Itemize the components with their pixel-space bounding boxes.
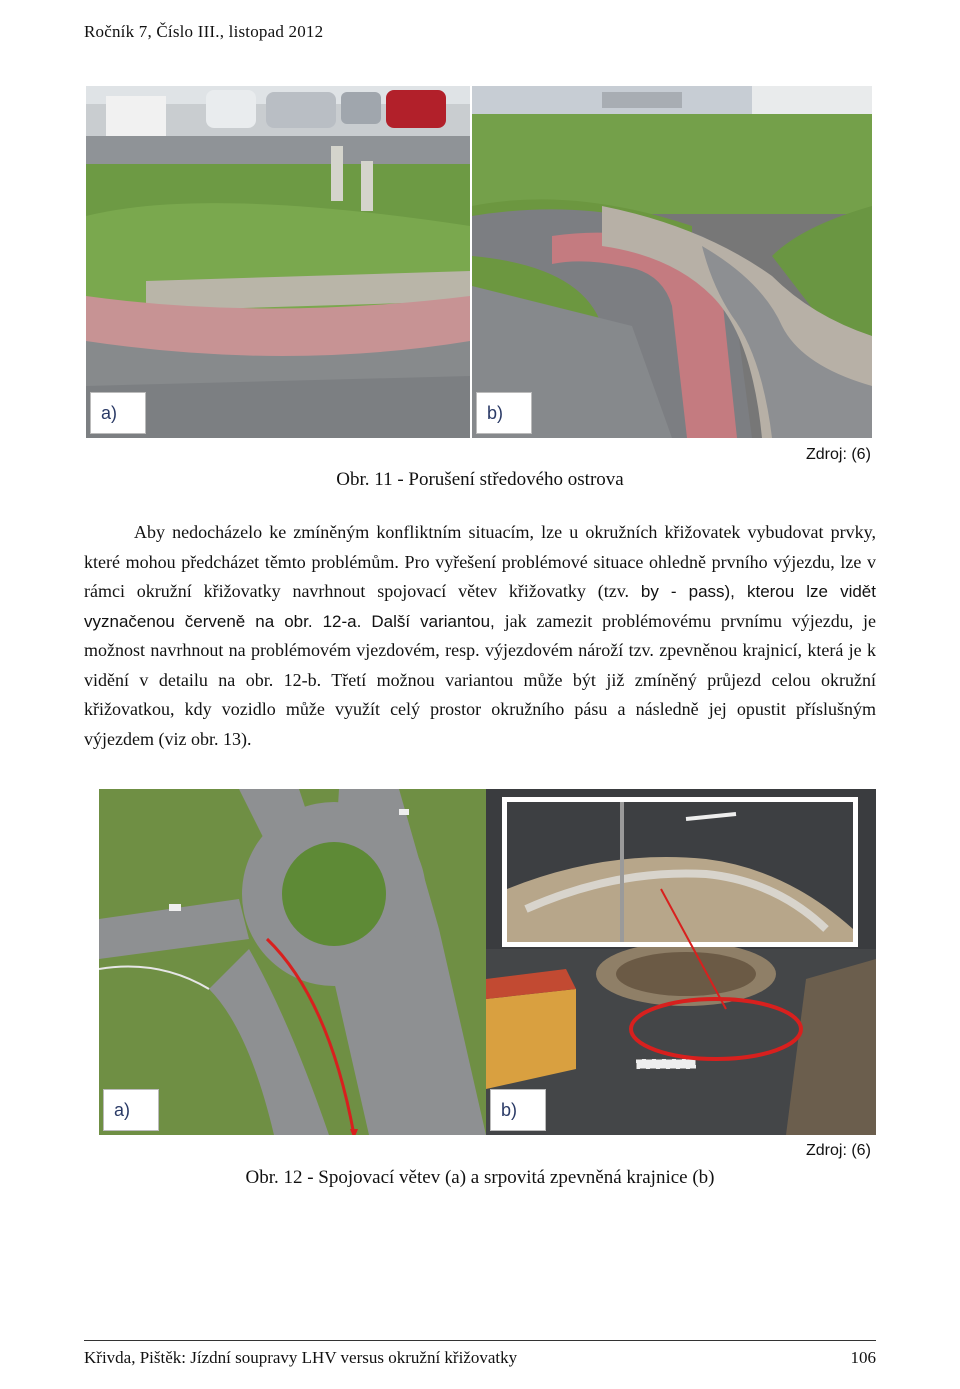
figure-12-caption: Obr. 12 - Spojovací větev (a) a srpovitá zpevněná krajnice (b) (245, 1167, 715, 1188)
figure-11-source: Zdroj: (6) (806, 446, 871, 463)
page-header: Ročník 7, Číslo III., listopad 2012 (84, 22, 324, 41)
panel-label-b: b) (490, 1089, 546, 1131)
footer-divider (84, 1340, 876, 1341)
footer-title: Křivda, Pištěk: Jízdní soupravy LHV versus okružní křižovatky (84, 1348, 518, 1367)
panel-label-a: a) (103, 1089, 159, 1131)
figure-11b-photo (472, 86, 872, 438)
body-sentence-4: Třetí možnou variantou může být již zmíněný průjezd celou okružní křižovatkou, kdy vozidlo může využít celý prostor okružního pásu a následně jej opustit příslušným výjezdem (viz obr. 13). (84, 669, 876, 749)
page-number: 106 (850, 1348, 876, 1367)
figure-12b-photo (486, 789, 876, 1135)
figure-11-caption: Obr. 11 - Porušení středového ostrova (336, 469, 624, 490)
panel-label-b: b) (476, 392, 532, 434)
figure-11a-photo (86, 86, 470, 438)
body-sentence-1: Aby nedocházelo ke zmíněným konfliktním situacím, lze u okružních křižovatek vybudovat prvky, které mohou předcházet těmto problémům. Pro vyřešení problémové situace ohledně prvního výjezdu, lze v rámci okružní křižovatky navrhnout spojovací větev křižovatky (tzv. (84, 522, 876, 601)
body-sentence-2: by - pass), kterou lze vidět vyznačenou červeně na obr. 12-a. Další variantou, (84, 582, 876, 631)
figure-12-source: Zdroj: (6) (806, 1142, 871, 1159)
body-paragraph (84, 518, 876, 754)
panel-label-a: a) (90, 392, 146, 434)
body-sentence-3: jak zamezit problémovému prvnímu výjezdu, je možnost navrhnout na problémovém vjezdovém, resp. výjezdovém nároží tzv. zpevněnou krajnicí, která je k vidění v detailu na obr. 12-b. (84, 610, 876, 690)
figure-12a-photo (99, 789, 486, 1135)
